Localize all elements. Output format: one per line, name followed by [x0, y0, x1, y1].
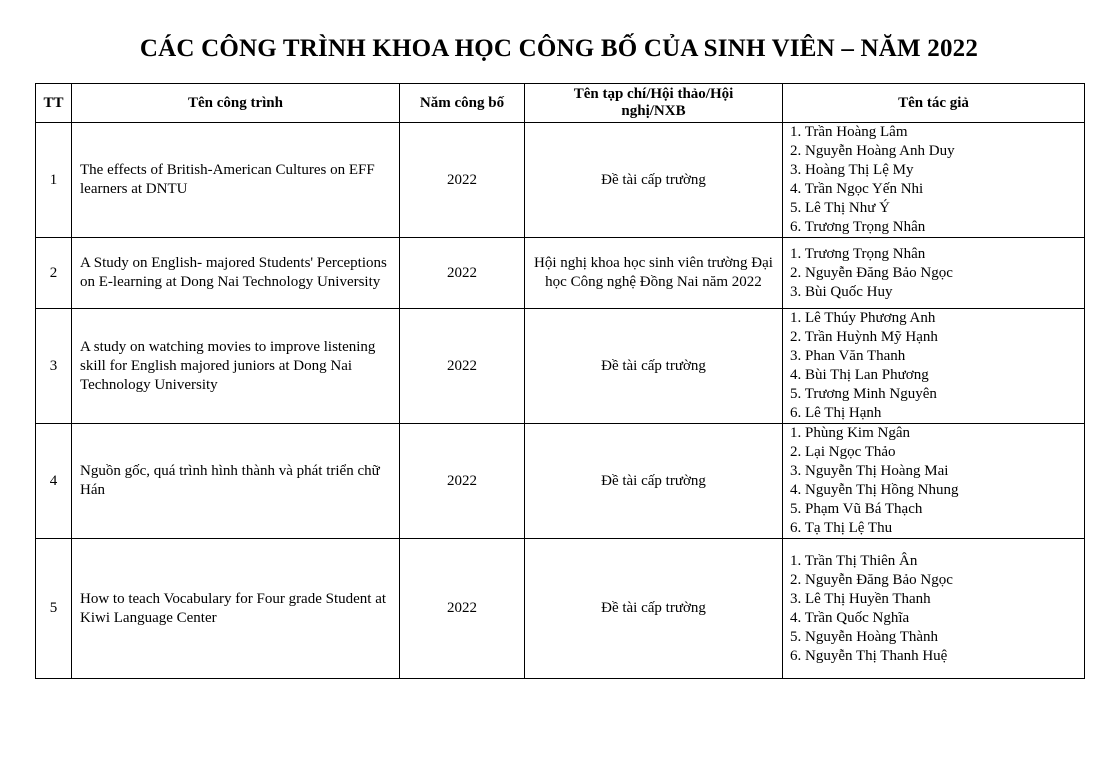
author-item: 6. Nguyễn Thị Thanh Huệ: [790, 647, 948, 664]
table-row: [36, 539, 1085, 679]
row-authors: [783, 539, 1085, 679]
row-year: 2022: [400, 424, 525, 539]
header-authors: Tên tác giả: [783, 84, 1085, 123]
table-row: [36, 238, 1085, 309]
author-item: 5. Nguyễn Hoàng Thành: [790, 628, 939, 645]
author-item: 2. Nguyễn Đăng Bảo Ngọc: [790, 264, 953, 281]
row-publication: Hội nghị khoa học sinh viên trường Đại học Công nghệ Đồng Nai năm 2022: [525, 238, 783, 309]
row-authors: [783, 309, 1085, 424]
author-item: 3. Hoàng Thị Lệ My: [790, 162, 914, 178]
author-item: 6. Lê Thị Hạnh: [790, 405, 882, 421]
row-year: 2022: [400, 123, 525, 238]
row-tt: 2: [36, 238, 72, 309]
author-item: 1. Trần Thị Thiên Ân: [790, 552, 918, 569]
table-header-row: [36, 84, 1085, 123]
row-name: How to teach Vocabulary for Four grade Student at Kiwi Language Center: [72, 539, 400, 679]
author-item: 3. Lê Thị Huyền Thanh: [790, 590, 931, 607]
row-name: The effects of British-American Cultures on EFF learners at DNTU: [72, 123, 400, 238]
row-tt: 5: [36, 539, 72, 679]
row-year: 2022: [400, 539, 525, 679]
author-item: 3. Bùi Quốc Huy: [790, 283, 893, 300]
author-item: 1. Phùng Kim Ngân: [790, 425, 910, 441]
page-title: CÁC CÔNG TRÌNH KHOA HỌC CÔNG BỐ CỦA SINH VIÊN – NĂM 2022: [139, 35, 979, 62]
author-item: 4. Nguyễn Thị Hồng Nhung: [790, 482, 959, 498]
header-tt: TT: [36, 84, 72, 123]
author-item: 6. Trương Trọng Nhân: [790, 219, 926, 235]
table-row: [36, 309, 1085, 424]
author-item: 2. Trần Huỳnh Mỹ Hạnh: [790, 329, 938, 345]
row-publication: Đề tài cấp trường: [525, 424, 783, 539]
author-item: 3. Nguyễn Thị Hoàng Mai: [790, 463, 949, 479]
author-item: 2. Nguyễn Hoàng Anh Duy: [790, 143, 955, 159]
author-item: 6. Tạ Thị Lệ Thu: [790, 520, 893, 536]
publications-table: [35, 83, 1085, 679]
row-year: 2022: [400, 309, 525, 424]
author-item: 1. Trương Trọng Nhân: [790, 245, 926, 262]
author-item: 5. Lê Thị Như Ý: [790, 200, 890, 216]
author-item: 4. Bùi Thị Lan Phương: [790, 367, 929, 383]
row-authors: [783, 238, 1085, 309]
row-name: A Study on English- majored Students' Perceptions on E-learning at Dong Nai Technology University: [72, 238, 400, 309]
author-item: 1. Trần Hoàng Lâm: [790, 124, 908, 140]
table-row: [36, 123, 1085, 238]
author-item: 3. Phan Văn Thanh: [790, 348, 906, 364]
author-item: 5. Phạm Vũ Bá Thạch: [790, 501, 923, 517]
author-item: 1. Lê Thúy Phương Anh: [790, 310, 936, 326]
author-item: 2. Lại Ngọc Thảo: [790, 444, 896, 460]
row-publication: Đề tài cấp trường: [525, 539, 783, 679]
row-tt: 4: [36, 424, 72, 539]
header-publication: Tên tạp chí/Hội thảo/Hội nghị/NXB: [525, 84, 783, 123]
author-item: 2. Nguyễn Đăng Bảo Ngọc: [790, 571, 953, 588]
row-tt: 1: [36, 123, 72, 238]
header-name: Tên công trình: [72, 84, 400, 123]
row-tt: 3: [36, 309, 72, 424]
author-item: 4. Trần Ngọc Yến Nhi: [790, 181, 924, 197]
row-name: Nguồn gốc, quá trình hình thành và phát triển chữ Hán: [72, 424, 400, 539]
row-name: A study on watching movies to improve listening skill for English majored juniors at Dong Nai Technology University: [72, 309, 400, 424]
row-publication: Đề tài cấp trường: [525, 123, 783, 238]
row-authors: [783, 123, 1085, 238]
author-item: 5. Trương Minh Nguyên: [790, 386, 937, 402]
row-authors: [783, 424, 1085, 539]
row-year: 2022: [400, 238, 525, 309]
table-row: [36, 424, 1085, 539]
author-item: 4. Trần Quốc Nghĩa: [790, 609, 910, 626]
header-year: Năm công bố: [400, 84, 525, 123]
row-publication: Đề tài cấp trường: [525, 309, 783, 424]
